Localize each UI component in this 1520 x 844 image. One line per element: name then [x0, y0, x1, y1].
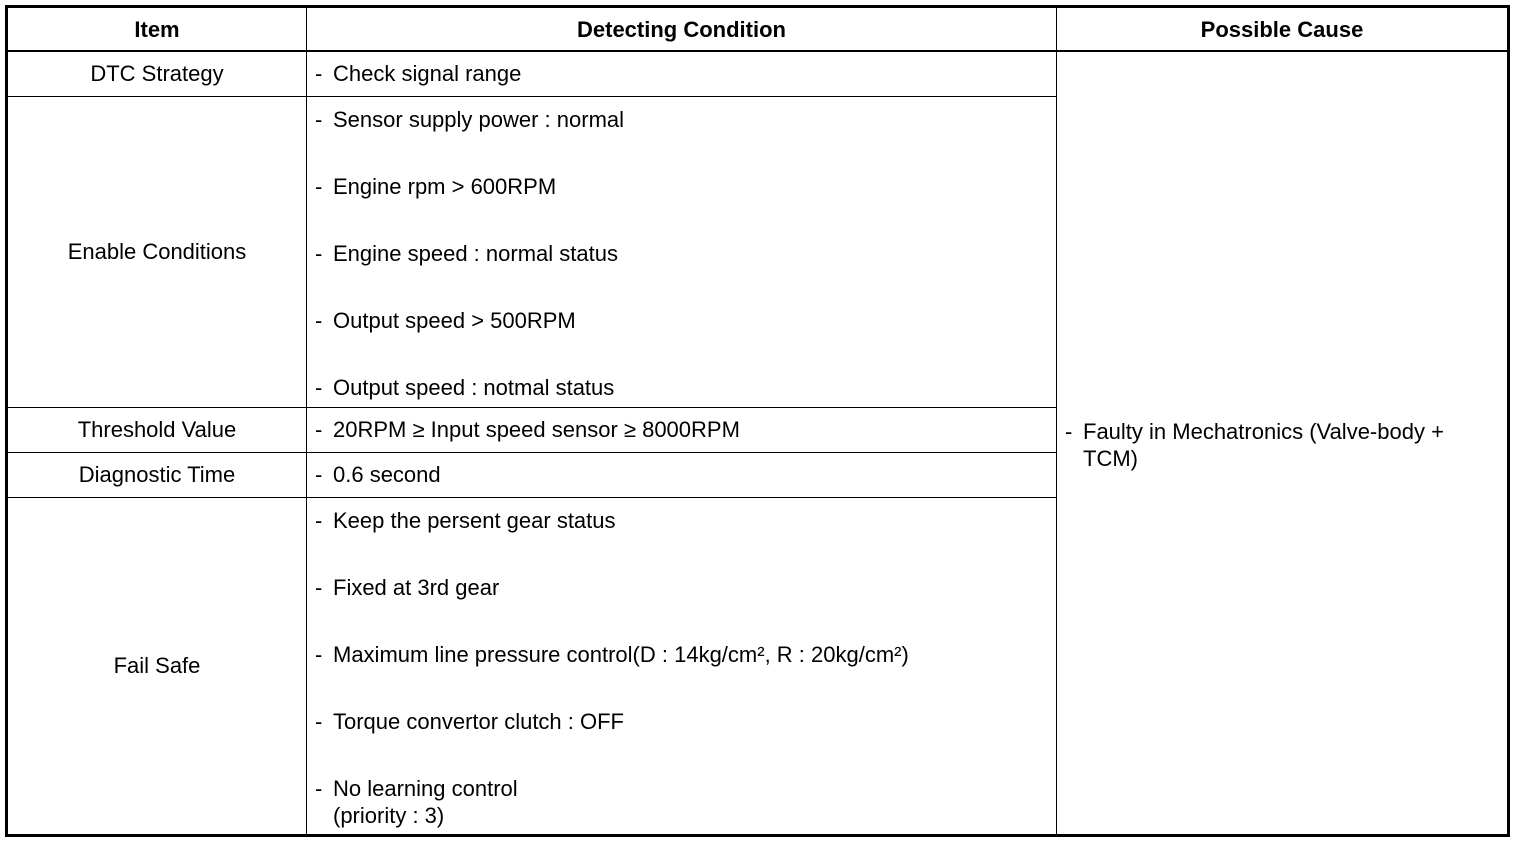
- bullet-dash: -: [315, 641, 323, 667]
- item-fail-safe: Fail Safe: [7, 497, 307, 836]
- bullet-dash: -: [315, 307, 323, 333]
- bullet-dash: -: [1065, 419, 1073, 444]
- header-detecting-condition: Detecting Condition: [307, 7, 1057, 52]
- conditions-enable: [307, 96, 1057, 407]
- bullet-dash: -: [315, 240, 323, 266]
- row-dtc-strategy: [7, 51, 1509, 96]
- possible-cause-text: Faulty in Mechatronics (Valve-body + TCM): [1083, 419, 1444, 471]
- bullet-dash: -: [315, 775, 323, 801]
- condition-item: - Engine speed : normal status: [315, 240, 618, 266]
- condition-item: - No learning control (priority : 3): [315, 775, 518, 828]
- condition-item: - 20RPM ≥ Input speed sensor ≥ 8000RPM: [315, 417, 740, 442]
- item-diagnostic-time: Diagnostic Time: [7, 452, 307, 497]
- condition-item: - Output speed > 500RPM: [315, 307, 576, 333]
- condition-item: - Check signal range: [315, 61, 522, 87]
- header-row: [7, 7, 1509, 52]
- cause-item: [1065, 418, 1499, 472]
- conditions-dtc-strategy: [307, 51, 1057, 96]
- condition-item: - Fixed at 3rd gear: [315, 574, 500, 600]
- conditions-diagnostic-time: [307, 452, 1057, 497]
- bullet-dash: -: [315, 462, 323, 487]
- bullet-dash: -: [315, 173, 323, 199]
- bullet-dash: -: [315, 417, 323, 442]
- conditions-threshold: [307, 407, 1057, 452]
- condition-item: - Engine rpm > 600RPM: [315, 173, 557, 199]
- condition-item: - Output speed : notmal status: [315, 374, 615, 400]
- conditions-fail-safe: [307, 497, 1057, 836]
- condition-item: - Maximum line pressure control(D : 14kg/cm², R : 20kg/cm²): [315, 641, 909, 667]
- condition-item: - 0.6 second: [315, 462, 441, 487]
- dtc-table: [5, 5, 1510, 837]
- item-enable-conditions: Enable Conditions: [7, 96, 307, 407]
- bullet-dash: -: [315, 507, 323, 533]
- header-possible-cause: Possible Cause: [1057, 7, 1509, 52]
- condition-item: - Torque convertor clutch : OFF: [315, 708, 624, 734]
- header-item: Item: [7, 7, 307, 52]
- item-dtc-strategy: DTC Strategy: [7, 51, 307, 96]
- bullet-dash: -: [315, 106, 323, 132]
- condition-item: - Sensor supply power : normal: [315, 106, 625, 132]
- bullet-dash: -: [315, 61, 323, 87]
- condition-item: - Keep the persent gear status: [315, 507, 616, 533]
- item-threshold-value: Threshold Value: [7, 407, 307, 452]
- possible-cause-cell: [1057, 51, 1509, 836]
- bullet-dash: -: [315, 574, 323, 600]
- bullet-dash: -: [315, 374, 323, 400]
- bullet-dash: -: [315, 708, 323, 734]
